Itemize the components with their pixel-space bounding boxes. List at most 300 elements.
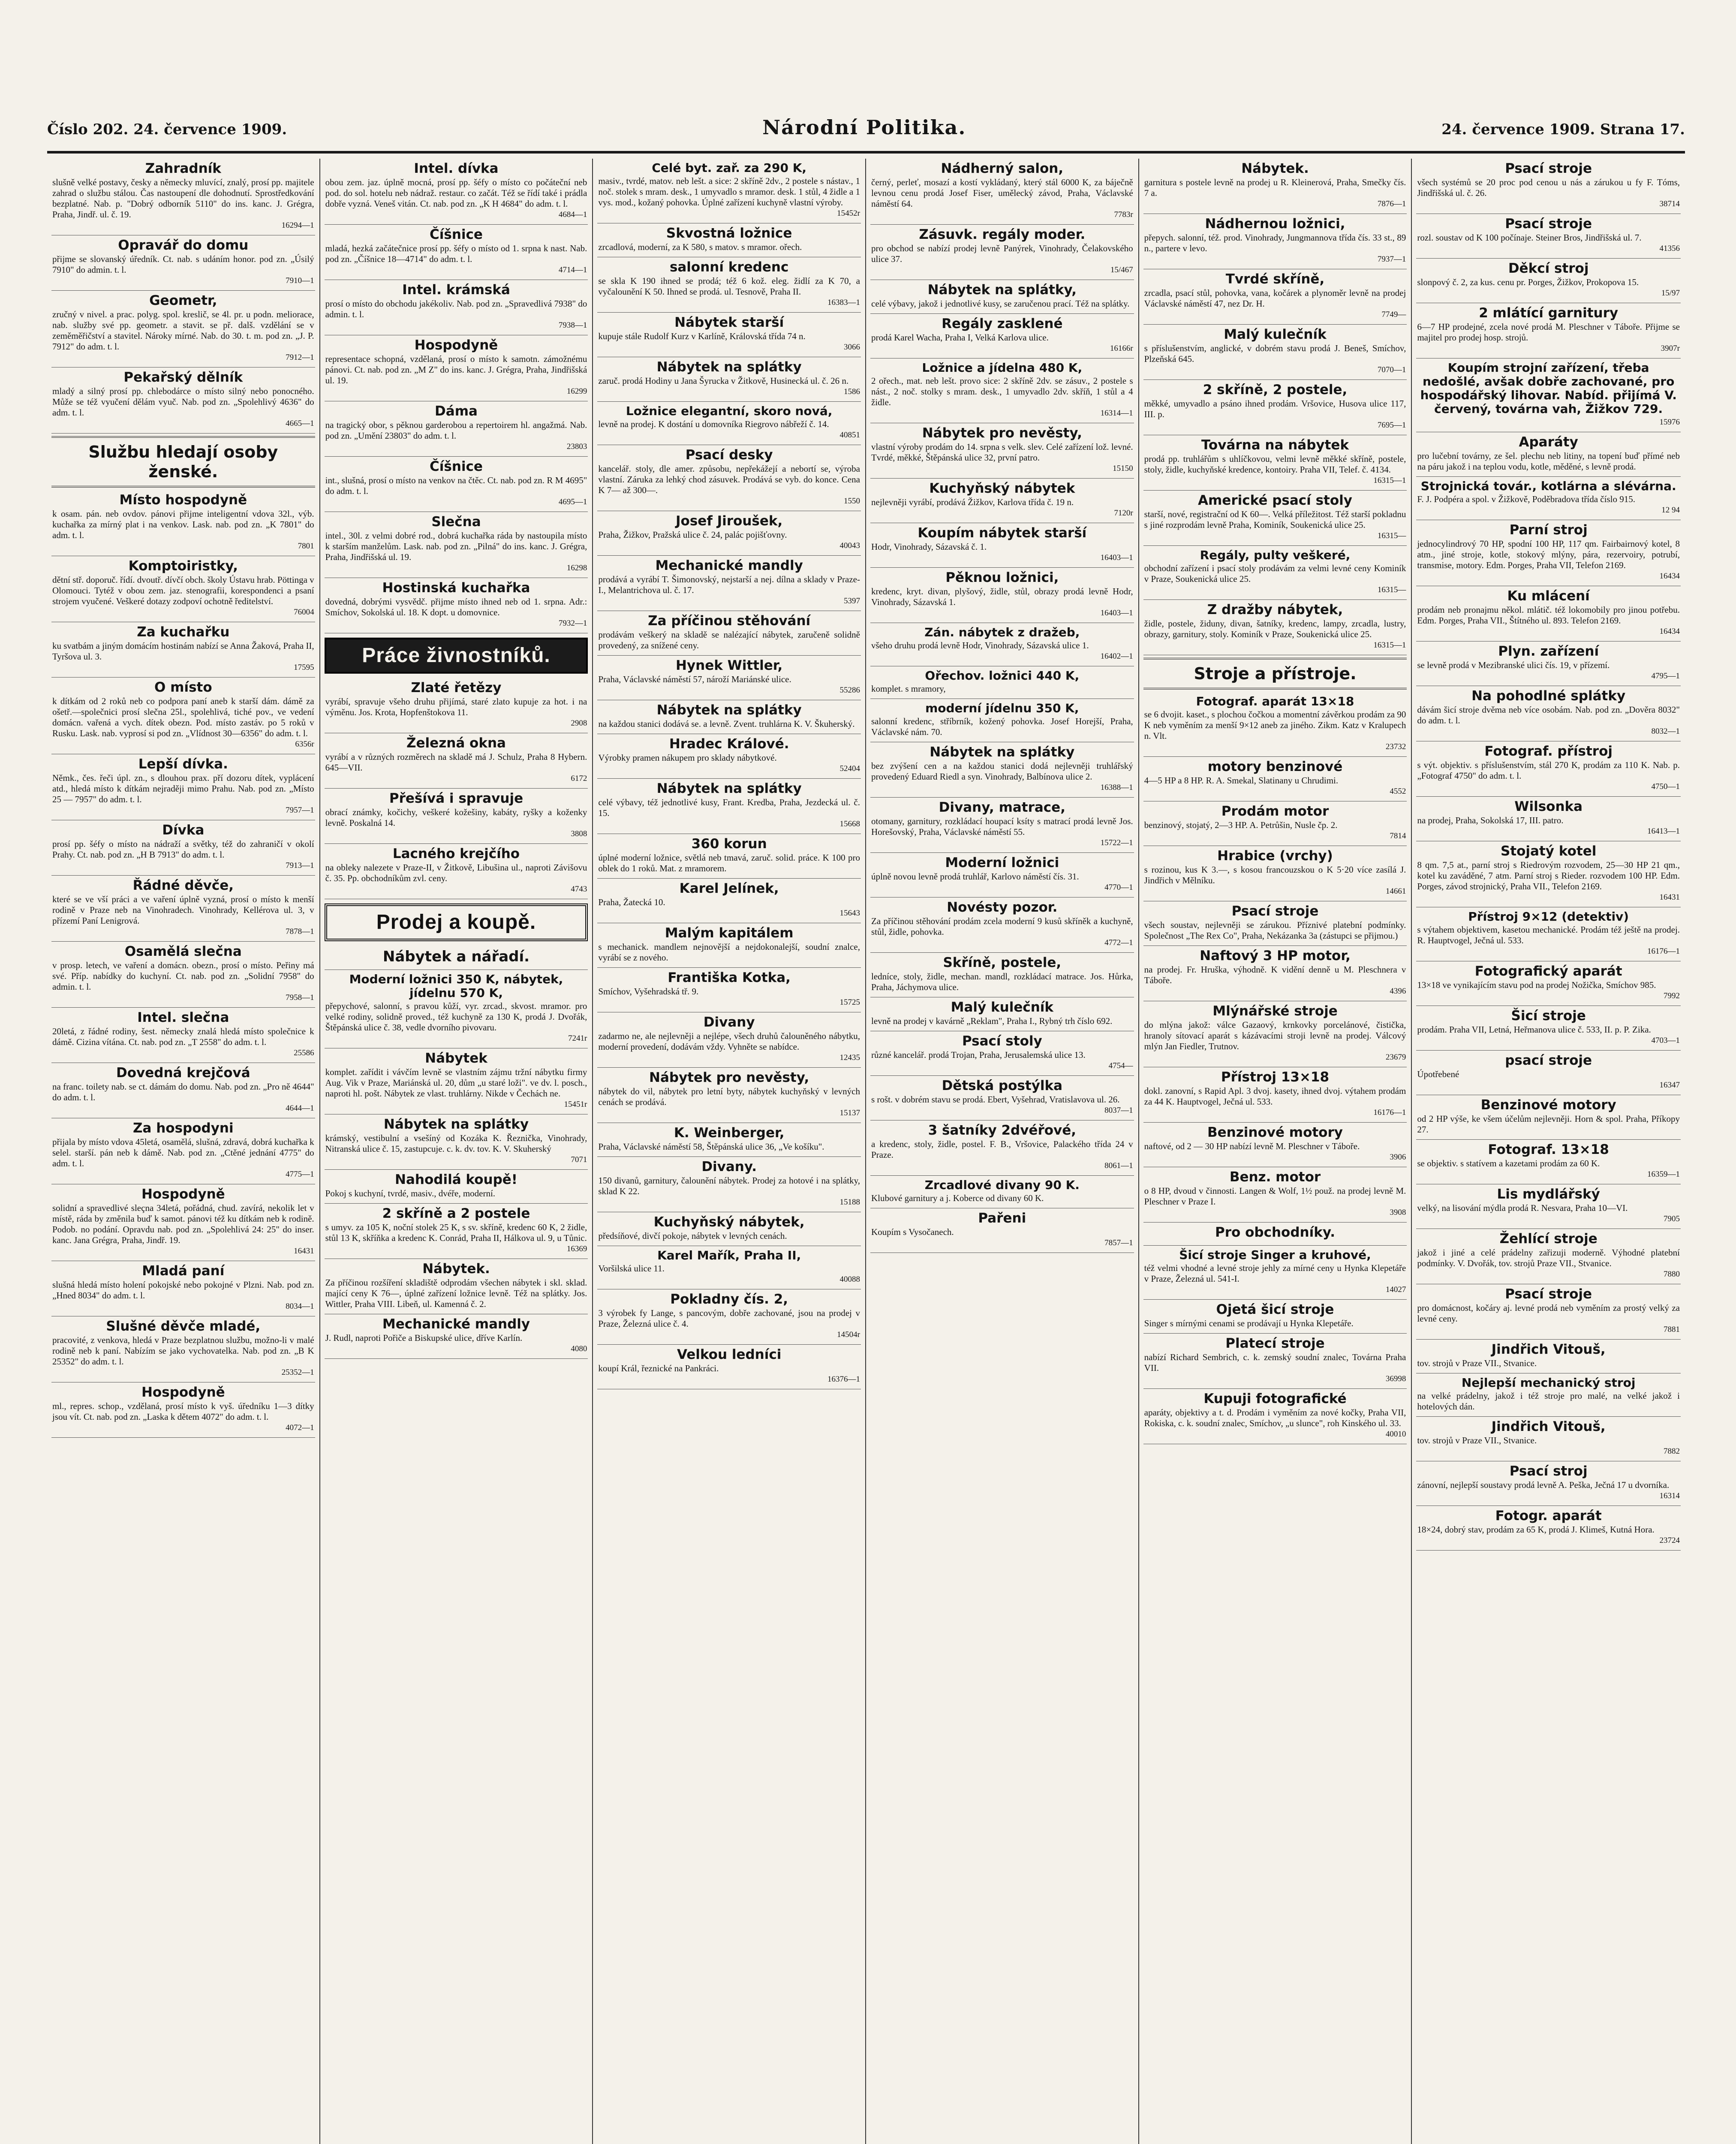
ad-text: s příslušenstvím, anglické, v dobrém stavu prodá J. Beneš, Smíchov, Plzeňská 645.	[1144, 343, 1406, 364]
classified-ad	[325, 678, 588, 733]
classified-ad	[51, 556, 315, 622]
classified-ad	[325, 457, 588, 512]
ad-heading: Fotograf. aparát 13×18	[1196, 694, 1354, 708]
ad-heading: Hynek Wittler,	[676, 658, 783, 673]
ad-heading: Zrcadlové divany 90 K.	[924, 1178, 1080, 1192]
ad-code: 3908	[1390, 1208, 1406, 1217]
classified-ad	[870, 1076, 1134, 1120]
ad-code: 14027	[1385, 1285, 1406, 1294]
classified-ad	[325, 1314, 588, 1359]
ad-code: 25352—1	[281, 1368, 314, 1377]
ad-text: Pokoj s kuchyní, tvrdé, masiv., dvéře, moderní.	[325, 1188, 496, 1198]
ad-text: nejlevněji vyrábí, prodává Žižkov, Karlova třída č. 19 n.	[871, 497, 1074, 507]
ad-heading: Nábytek na splátky	[656, 359, 802, 375]
ad-heading: Karel Jelínek,	[679, 881, 779, 896]
ad-code: 36998	[1385, 1374, 1406, 1383]
classified-ad	[597, 923, 861, 968]
ad-heading: Americké psací stoly	[1198, 493, 1352, 508]
ad-code: 7992	[1664, 991, 1680, 1000]
ad-heading: Malý kulečník	[1224, 327, 1327, 342]
ad-heading: Psací stroje	[1505, 161, 1592, 176]
classified-ad	[1416, 1006, 1681, 1051]
ad-heading: Velkou ledníci	[677, 1347, 782, 1362]
ad-text: všech soustav, nejlevněji se zárukou. Příznivé platební podmínky. Společnost „The Rex Co", Praha, Nekázanka 3a (zástupci se přijmou.)	[1144, 920, 1406, 941]
ad-text: naftové, od 2 — 30 HP nabízí levně M. Pleschner v Táboře.	[1144, 1141, 1360, 1151]
ad-heading: Nábytek na splátky	[930, 744, 1075, 760]
classified-ad	[1416, 432, 1681, 477]
classified-ad	[325, 970, 588, 1048]
ad-heading: Nejlepší mechanický stroj	[1461, 1376, 1636, 1390]
ad-text: přijala by místo vdova 45letá, osamělá, slušná, zdravá, dobrá kuchařka k selel. starší. pán neb k dámě. Nab. pod zn. „Ctěné jednání 4775" do adm. t. l.	[52, 1137, 314, 1168]
ad-code: 7876—1	[1377, 199, 1406, 208]
ad-code: 16403—1	[1100, 608, 1133, 617]
classified-ad	[1416, 907, 1681, 961]
ad-text: zrcadla, psací stůl, pohovka, vana, kočárek a plynoměr levně na prodej Václavské náměstí 47, nez Dr. H.	[1144, 288, 1406, 309]
ad-text: representace schopná, vzdělaná, prosí o místo k samotn. zámožnému pánovi. Ct. nab. pod zn. „M Z" do ins. kanc. J. Grégra, Praha, Jindřišská ul. 19.	[325, 354, 587, 385]
classified-ad	[870, 798, 1134, 853]
ad-text: se skla K 190 ihned se prodá; též 6 kož. eleg. židlí za K 70, a vyčalounění K 50. Ihned se prodá. ul. Tesnově, Praha II.	[598, 276, 860, 297]
ad-heading: Malým kapitálem	[665, 925, 794, 941]
column-3	[593, 159, 866, 2144]
ad-text: 13×18 ve vynikajícím stavu pod na prodej Nožička, Smíchov 985.	[1417, 980, 1656, 990]
ad-text: všech systémů se 20 proc pod cenou u nás a zárukou u fy F. Tóms, Jindřišská ul. č. 26.	[1417, 177, 1680, 198]
header-rule	[47, 151, 1685, 154]
ad-code: 8032—1	[1651, 727, 1680, 736]
classified-ad	[51, 942, 315, 1008]
classified-ad	[1143, 946, 1407, 1001]
classified-ad	[1143, 1223, 1407, 1246]
classified-ad	[1416, 686, 1681, 741]
ad-text: ku svatbám a jiným domácím hostinám nabízí se Anna Žaková, Praha II, Tyršova ul. 3.	[52, 641, 314, 662]
classified-ad	[1143, 380, 1407, 435]
classified-ad	[870, 523, 1134, 568]
ad-code: 76004	[294, 608, 314, 617]
classified-ad	[325, 280, 588, 335]
ad-code: 23724	[1659, 1536, 1680, 1545]
ad-heading: salonní kredenc	[669, 259, 789, 275]
classified-ad	[1143, 1300, 1407, 1334]
ad-text: tov. strojů v Praze VII., Stvanice.	[1417, 1358, 1537, 1368]
ad-heading: Divany.	[701, 1159, 757, 1174]
classified-ad	[325, 844, 588, 899]
classified-ad	[1143, 269, 1407, 325]
classified-ad	[870, 742, 1134, 798]
ad-text: 18×24, dobrý stav, prodám za 65 K, prodá J. Klimeš, Kutná Hora.	[1417, 1524, 1655, 1535]
classified-ad	[870, 853, 1134, 897]
ad-heading: Na pohodlné splátky	[1471, 688, 1626, 704]
ad-heading: Ořechov. ložnici 440 K,	[925, 668, 1080, 683]
ad-code: 6172	[571, 774, 587, 783]
column-4	[866, 159, 1139, 2144]
ad-text: 20letá, z řádné rodiny, šest. německy znalá hledá místo společnice k dámě. Cizina vítána. Ct. nab. pod zn. „T 2558" do adm. t. l.	[52, 1026, 314, 1047]
ad-code: 8034—1	[286, 1302, 314, 1311]
ad-text: pro domácnost, kočáry aj. levné prodá neb vyměním za prostý velký za levné ceny.	[1417, 1303, 1680, 1324]
classified-ad	[870, 1120, 1134, 1176]
ad-text: F. J. Podpéra a spol. v Žižkově, Poděbradova třída číslo 915.	[1417, 494, 1635, 504]
ad-text: všeho druhu prodá levně Hodr, Vinohrady, Sázavská ulice 1.	[871, 640, 1089, 650]
ad-heading: K. Weinberger,	[674, 1125, 785, 1141]
ad-text: měkké, umyvadlo a psáno ihned prodám. Vršovice, Husova ulice 117, III. p.	[1144, 398, 1406, 419]
ad-heading: Hospodyně	[141, 1385, 225, 1400]
ad-heading: Číšnice	[430, 227, 483, 242]
ad-heading: Hrabice (vrchy)	[1217, 848, 1333, 864]
ad-heading: 2 skříně a 2 postele	[382, 1206, 530, 1221]
classified-ad	[597, 159, 861, 223]
ad-text: zručný v nivel. a prac. polyg. spol. kreslič, se 4l. pr. u podn. meliorace, nab. služby své pp. geometr. a stavit. se př. dalš. vzdělání se v zeměměřičství a stavitel. Nároky mírné. Nab. do 30. t. m. pod zn. „J. P. 7912" do adm. t. l.	[52, 309, 314, 352]
classified-ad	[1143, 1067, 1407, 1123]
classified-ad	[870, 225, 1134, 280]
classified-ad	[51, 490, 315, 556]
ad-heading: Psací desky	[685, 447, 773, 463]
ad-text: nabízí Richard Sembrich, c. k. zemský soudní znalec, Továrna Praha VII.	[1144, 1352, 1406, 1373]
ad-text: na obleky nalezete v Praze-II, v Žitkově, Libušina ul., naproti Závišovu č. 35. Pp. obchodníkům zvl. ceny.	[325, 862, 587, 883]
ad-code: 7881	[1664, 1325, 1680, 1334]
ad-text: s mechanick. mandlem nejnovější a nejdokonalejší, soudní znalce, vyrábí se z nového.	[598, 942, 860, 963]
classified-ad	[1416, 1095, 1681, 1140]
ad-heading: Dovedná krejčová	[116, 1065, 250, 1081]
ad-text: tov. strojů v Praze VII., Stvanice.	[1417, 1435, 1537, 1445]
ad-heading: Mechanické mandly	[382, 1316, 530, 1332]
classified-ad	[1143, 1334, 1407, 1389]
ad-code: 41356	[1659, 244, 1680, 253]
ad-heading: Z dražby nábytek,	[1207, 602, 1343, 617]
ad-text: též velmi vhodné a levné stroje jehly za mírné ceny u Hynka Klepetáře v Praze, Železná ul. 541-I.	[1144, 1263, 1406, 1284]
ad-code: 7070—1	[1377, 365, 1406, 374]
classified-ad	[51, 1008, 315, 1063]
ad-text: zánovní, nejlepší soustavy prodá levně A. Peška, Ječná 17 u dvorníka.	[1417, 1480, 1670, 1490]
classified-ad	[597, 734, 861, 779]
ad-code: 2908	[571, 719, 587, 728]
ad-heading: Šicí stroje Singer a kruhové,	[1179, 1248, 1371, 1262]
ad-code: 16166r	[1110, 344, 1133, 353]
classified-ad	[597, 879, 861, 923]
ad-text: garnitura s postele levně na prodej u R. Kleinerová, Praha, Smečky čís. 7 a.	[1144, 177, 1406, 198]
classified-ad	[1143, 1123, 1407, 1167]
ad-heading: Benz. motor	[1229, 1169, 1321, 1185]
classified-ad	[51, 1184, 315, 1261]
ad-code: 16388—1	[1100, 783, 1133, 792]
ad-heading: Moderní ložnici	[945, 855, 1059, 870]
ad-text: Němk., čes. řeči úpl. zn., s dlouhou prax. pří dozoru dítek, vyplácení atd., hledá místo k dítkám nejraději mimo Prahu. Nab. pod zn. „Místo 25 — 7957" do adm. t. l.	[52, 773, 314, 804]
ad-heading: Josef Jiroušek,	[676, 513, 783, 529]
ad-heading: Moderní ložnici 350 K, nábytek, jídelnu 570 K,	[349, 972, 563, 1000]
ad-code: 16383—1	[827, 298, 860, 307]
ad-heading: Nahodilá koupě!	[395, 1172, 517, 1187]
ad-code: 3907r	[1661, 344, 1680, 353]
classified-ad	[870, 1208, 1134, 1253]
ad-code: 16298	[566, 563, 587, 572]
ad-text: prodávám veškerý na skladě se nalézající nábytek, zaručeně solidně provedený, za snížené ceny.	[598, 629, 860, 650]
ad-code: 15451r	[564, 1100, 587, 1109]
ad-code: 15976	[1659, 418, 1680, 427]
ad-code: 16359—1	[1647, 1170, 1680, 1179]
classified-ad	[51, 820, 315, 876]
ad-code: 3808	[571, 829, 587, 838]
ad-text: na prodej. Fr. Hruška, výhodně. K vidění denně u M. Pleschnera v Táboře.	[1144, 964, 1406, 985]
ad-code: 4743	[571, 885, 587, 894]
ad-heading: Hradec Králové.	[669, 736, 789, 752]
ad-code: 7814	[1390, 831, 1406, 840]
classified-ad	[51, 367, 315, 434]
ad-heading: Psací stroje	[1505, 216, 1592, 232]
ad-text: s rozinou, kus K 3.—, s kosou francouzskou o K 5·20 více zasílá J. Jindřich v Mělníku.	[1144, 864, 1406, 885]
ad-text: nábytek do vil, nábytek pro letní byty, nábytek kuchyňský v levných cenách se prodává.	[598, 1086, 860, 1107]
classified-ad	[597, 779, 861, 834]
ad-text: zrcadlová, moderní, za K 580, s matov. s mramor. ořech.	[598, 242, 802, 252]
ad-code: 7749—	[1381, 310, 1406, 319]
ad-heading: Nábytek na splátky	[656, 781, 802, 796]
classified-ad	[870, 897, 1134, 953]
ad-code: 3066	[844, 343, 860, 352]
ad-text: starší, nové, registrační od K 60—. Velká příležitost. Též starší pokladnu s jiné rozprodám levně Praha, Kominík, Soukenická ulice 25.	[1144, 509, 1406, 530]
ad-code: 16314—1	[1100, 409, 1133, 418]
ad-heading: Fotograf. přístroj	[1484, 744, 1613, 759]
classified-ad	[870, 423, 1134, 479]
ad-heading: Pěknou ložnici,	[945, 570, 1059, 585]
ad-code: 7932—1	[558, 619, 587, 628]
ad-code: 16176—1	[1647, 947, 1680, 956]
ad-heading: Novésty pozor.	[947, 900, 1058, 915]
ad-code: 4775—1	[286, 1170, 314, 1179]
ad-heading: Pro obchodníky.	[1215, 1225, 1335, 1240]
ad-code: 16402—1	[1100, 652, 1133, 661]
classified-ad	[597, 511, 861, 556]
ad-text: ledníce, stoly, židle, mechan. mandl, rozkládací matrace. Jos. Hůrka, Praha, Jáchymova ulice.	[871, 971, 1133, 992]
ad-heading: Psací stroje	[1231, 903, 1319, 919]
classified-ad	[325, 733, 588, 789]
ad-text: 150 divanů, garnitury, čalounění nábytek. Prodej za hotové i na splátky, sklad K 22.	[598, 1175, 860, 1196]
ad-code: 16369	[566, 1244, 587, 1253]
classified-ad	[1416, 159, 1681, 214]
classified-ad	[597, 556, 861, 611]
ad-heading: Skříně, postele,	[943, 955, 1062, 970]
ad-text: vyrábí a v různých rozměrech na skladě má J. Schulz, Praha 8 Hybern. 645—VII.	[325, 752, 587, 773]
ad-heading: Opravář do domu	[118, 238, 249, 253]
ad-heading: Továrna na nábytek	[1201, 437, 1349, 453]
ad-heading: Nábytek	[425, 1051, 487, 1066]
ad-code: 7913—1	[286, 861, 314, 870]
ad-heading: Ložnice a jídelna 480 K,	[922, 361, 1083, 375]
ad-heading: Pekařský dělník	[123, 370, 243, 385]
classified-ad	[51, 1118, 315, 1184]
ad-code: 15452r	[837, 209, 860, 218]
classified-ad	[1416, 1140, 1681, 1184]
classified-ad	[1416, 259, 1681, 303]
ad-heading: Pařeni	[978, 1211, 1026, 1226]
classified-ad	[51, 1316, 315, 1382]
classified-ad	[870, 358, 1134, 423]
ad-heading: Koupím strojní zařízení, třeba nedošlé, avšak dobře zachované, pro hospodářský lihovar. Nabíd. přijímá V. červený, továrna vah, Žižkov 729.	[1420, 361, 1677, 416]
classified-ad	[51, 291, 315, 367]
ad-code: 40010	[1385, 1430, 1406, 1439]
classified-ad	[1416, 1461, 1681, 1506]
ad-text: obou zem. jaz. úplně mocná, prosí pp. šéfy o místo co počáteční neb pod. do sol. hotelu neb nádraž. restaur. co začát. Též se řídí také i prádla dobře vyzná. Veneš vitán. Ct. nab. pod zn. „K H 4684" do adm. t. l.	[325, 177, 587, 209]
ad-heading: Přešívá i spravuje	[389, 791, 524, 806]
classified-ad	[597, 1123, 861, 1157]
classified-ad	[597, 1012, 861, 1068]
ad-heading: Zahradník	[145, 161, 221, 176]
ad-code: 15722—1	[1100, 838, 1133, 847]
ad-text: ml., repres. schop., vzdělaná, prosí místo k vyš. úředníku 1—3 dítky jsou vít. Ct. nab. pod zn. „Laska k dětem 4072" do adm. t. l.	[52, 1401, 314, 1422]
ad-text: benzinový, stojatý, 2—3 HP. A. Petrůšin, Nusle čp. 2.	[1144, 820, 1338, 830]
ad-code: 6356r	[295, 740, 314, 749]
ad-heading: Platecí stroje	[1225, 1336, 1325, 1351]
ad-code: 4795—1	[1651, 672, 1680, 681]
classified-ad	[1143, 1001, 1407, 1067]
classified-ad	[597, 402, 861, 445]
ad-heading: Fotografický aparát	[1474, 964, 1622, 979]
classified-ad	[51, 754, 315, 820]
ad-code: 16431	[1659, 893, 1680, 902]
ad-text: na každou stanici dodává se. a levně. Zvent. truhlárna K. V. Škuherský.	[598, 719, 855, 729]
ad-heading: Divany	[703, 1015, 755, 1030]
ad-heading: Jindřich Vitouš,	[1491, 1342, 1606, 1357]
ad-text: do mlýna jakož: válce Gazaový, krnkovky porcelánové, čistička, hranoly sítovací aparát s kázávacími stroji levně na prodej. Válcový mlýn Jan Fiedler, Trutnov.	[1144, 1020, 1406, 1051]
ad-heading: Železná okna	[406, 735, 506, 751]
ad-heading: Wilsonka	[1514, 799, 1583, 814]
ad-code: 4754—	[1108, 1061, 1133, 1070]
ad-heading: Kuchyňský nábytek,	[653, 1214, 805, 1230]
ad-text: dovedná, dobrými vysvědč. přijme místo ihned neb od 1. srpna. Adr.: Smíchov, Sokolská ul. 18. K dopt. u domovnice.	[325, 596, 587, 617]
ad-code: 1586	[844, 387, 860, 396]
ad-text: úplné moderní ložnice, světlá neb tmavá, zaruč. solid. práce. K 100 pro oblek do 1 roků. Mat. z mramorem.	[598, 852, 860, 873]
ad-text: černý, perleť, mosazí a kostí vykládaný, který stál 6000 K, za báječně levnou cenu prodá Josef Fiser, umělecký závod, Praha, Václavské náměstí 64.	[871, 177, 1133, 209]
section-heading: Službu hledají osoby ženské.	[51, 436, 315, 488]
classified-ad	[325, 512, 588, 578]
ad-text: na velké prádelny, jakož i též stroje pro malé, na velké jakož i hotelových dán.	[1417, 1391, 1680, 1412]
classified-ad	[325, 225, 588, 280]
classified-ad	[1416, 303, 1681, 358]
ad-code: 7958—1	[286, 993, 314, 1002]
classified-ad	[51, 1261, 315, 1316]
classified-ad	[1143, 1389, 1407, 1444]
ad-text: zaruč. prodá Hodiny u Jana Šyrucka v Žitkově, Husinecká ul. č. 26 n.	[598, 376, 849, 386]
ad-text: v prosp. letech, ve vaření a domácn. obezn., prosí o místo. Peřiny má své. Příp. nabídky do kuchyní. Ct. nab. pod zn. „Solidní 7958" do admin. t. l.	[52, 960, 314, 992]
ad-text: Praha, Žižkov, Pražská ulice č. 24, palác pojišťovny.	[598, 530, 787, 540]
classified-ad	[1143, 546, 1407, 600]
ad-text: 4—5 HP a 8 HP. R. A. Smekal, Slatinany u Chrudimi.	[1144, 775, 1339, 786]
classified-ad	[51, 876, 315, 942]
classified-ad	[597, 357, 861, 402]
ad-heading: O místo	[154, 680, 212, 695]
ad-code: 7878—1	[286, 927, 314, 936]
classified-ad	[325, 335, 588, 401]
ad-code: 14504r	[837, 1330, 860, 1339]
classified-ad	[1143, 801, 1407, 846]
ad-text: velký, na lisování mýdla prodá R. Nesvara, Praha 10—VI.	[1417, 1203, 1628, 1213]
ad-heading: 2 mlátící garnitury	[1479, 305, 1619, 321]
ad-code: 16315—	[1377, 585, 1406, 594]
classified-ad	[1416, 477, 1681, 520]
classified-ad	[1143, 846, 1407, 901]
classified-ad	[870, 1176, 1134, 1208]
ad-heading: Parní stroj	[1509, 522, 1588, 538]
ad-heading: Za hospodyni	[133, 1120, 234, 1136]
ad-heading: Mechanické mandly	[655, 558, 803, 573]
ad-code: 1550	[844, 497, 860, 506]
classified-ad	[1143, 159, 1407, 214]
ad-text: aparáty, objektivy a t. d. Prodám i vyměním za nové kočky, Praha VII, Rokiska, c. k. soudní znalec, Smíchov, „u slunce", roh Kinského ul. 33.	[1144, 1407, 1406, 1428]
ad-text: Koupím s Vysočanech.	[871, 1227, 954, 1237]
ad-text: zadarmo ne, ale nejlevněji a nejlépe, všech druhů čalouněného nábytku, moderní provedení, dodávám vždy. Vyhněte se nabídce.	[598, 1031, 860, 1052]
classified-ad	[1416, 1284, 1681, 1340]
ad-text: s umyv. za 105 K, noční stolek 25 K, s sv. skříně, kredenc 60 K, 2 židle, stůl 13 K, skříňka a kredenc K. Conrád, Praha II, Hálkova ul. 9, u Tůnic.	[325, 1222, 587, 1243]
classified-ad	[325, 1259, 588, 1314]
ad-code: 16434	[1659, 627, 1680, 636]
ad-heading: Mlýnářské stroje	[1212, 1003, 1338, 1019]
ad-code: 15/467	[1110, 265, 1133, 274]
ad-text: 3 výrobek fy Lange, s pancovým, dobře zachované, jsou na prodej v Praze, Železná ulice č. 4.	[598, 1308, 860, 1329]
classified-ad	[51, 235, 315, 291]
ad-text: prodá pp. truhlářům s uhlíčkovou, velmi levně měkké skříně, postele, stoly, židle, kuchyňské kredence, kontoiry. Praha VII, Telef. č. 4134.	[1144, 454, 1406, 475]
ad-code: 7695—1	[1377, 421, 1406, 430]
ad-heading: Psací stroj	[1509, 1463, 1588, 1479]
ad-code: 14661	[1385, 887, 1406, 896]
classified-ad	[1416, 586, 1681, 641]
ad-code: 7120r	[1114, 509, 1133, 518]
ad-text: přepychové, salonní, s pravou kůží, vyr. zrcad., skvost. mramor. pro velké rodiny, solidně proved., též kuchyně za 130 K, prodá J. Dvořák, Štěpánská ulice č. 38, vedle dvorního pivovaru.	[325, 1001, 587, 1033]
ad-text: jakož i jiné a celé prádelny zařizuji moderně. Výhodné platební podmínky. V. Dvořák, tov. strojů Praze VII., Stvanice.	[1417, 1247, 1680, 1268]
ad-code: 7882	[1664, 1447, 1680, 1456]
classified-ad	[1143, 1246, 1407, 1300]
ad-text: Smíchov, Vyšehradská tř. 9.	[598, 986, 699, 997]
ad-text: Klubové garnitury a j. Koberce od divany 60 K.	[871, 1193, 1044, 1203]
ad-code: 15725	[839, 998, 860, 1007]
ad-text: prodá Karel Wacha, Praha I, Velká Karlova ulice.	[871, 332, 1049, 343]
classified-ad	[325, 1204, 588, 1259]
ad-text: a kredenc, stoly, židle, postel. F. B., Vršovice, Palackého třída 24 v Praze.	[871, 1139, 1133, 1160]
ad-heading: Karel Mařík, Praha II,	[657, 1248, 801, 1262]
ad-text: levně na prodej v kavárně „Reklam", Praha I., Rybný trh číslo 692.	[871, 1016, 1113, 1026]
ad-code: 23679	[1385, 1053, 1406, 1062]
ad-text: Praha, Václavské náměstí 57, nároží Mariánské ulice.	[598, 674, 791, 684]
classified-ad	[51, 678, 315, 754]
classified-ad	[1416, 961, 1681, 1006]
classified-ad	[1143, 692, 1407, 757]
ad-code: 17595	[294, 663, 314, 672]
classified-ad	[870, 280, 1134, 314]
classified-ad	[870, 666, 1134, 699]
ad-code: 4072—1	[286, 1423, 314, 1432]
ad-code: 4665—1	[286, 419, 314, 428]
ad-heading: Přístroj 13×18	[1221, 1069, 1330, 1085]
ad-text: bez zvýšení cen a na každou stanici dodá nejlevněji truhlářský provedený Eduard Riedl a syn. Vinohrady, Balbínova ulice 2.	[871, 761, 1133, 782]
ad-heading: Strojnická továr., kotlárna a slévárna.	[1420, 479, 1676, 493]
classified-ad	[1143, 214, 1407, 269]
classified-ad	[325, 159, 588, 225]
ad-code: 52404	[839, 764, 860, 773]
classified-ad	[597, 1289, 861, 1345]
ad-code: 7912—1	[286, 353, 314, 362]
ad-text: pro lučební továrny, ze šel. plechu neb litiny, na topení buď přímé neb na páru jakož i na teplou vodu, kotle, měděné, s levně prodá.	[1417, 451, 1680, 472]
ad-text: vyrábí, spravuje všeho druhu přijímá, staré zlato kupuje za hot. i na výměnu. Jos. Krota, Hopfenštokova 11.	[325, 696, 587, 717]
ad-heading: Číšnice	[430, 459, 483, 474]
ad-text: slonpový č. 2, za kus. cenu pr. Porges, Žižkov, Prokopova 15.	[1417, 277, 1639, 287]
classified-ad	[1416, 1506, 1681, 1551]
classified-ad	[1416, 1051, 1681, 1095]
ad-text: k dítkám od 2 roků neb co podpora paní aneb k starší dám. dámě za ošetř.—společnici prosí slečna 25l., spolehlivá, tiché pov., ve vedení domácn. vařená a vych. dítek obezn. Pod. místo zastáv. po 5 roků v Rusku. Lask. nab. vyprosí si pod zn. „Vlídnost 30—6356" do adm. t. l.	[52, 696, 314, 738]
ad-text: otomany, garnitury, rozkládací houpací ksíty s matrací prodá levně Jos. Horešovský, Praha, Václavské náměstí 55.	[871, 816, 1133, 837]
ad-code: 16431	[294, 1247, 314, 1256]
ad-code: 16176—1	[1373, 1108, 1406, 1117]
ad-heading: Pokladny čís. 2,	[670, 1292, 788, 1307]
ad-text: Úpotřebené	[1417, 1069, 1459, 1079]
ad-text: dokl. zanovní, s Rapid Apl. 3 dvoj. kasety, ihned dvoj. výtahem prodám za 44 K. Hauptvogel, Ječná ul. 533.	[1144, 1086, 1406, 1107]
classified-ad	[597, 611, 861, 656]
ad-text: na prodej, Praha, Sokolská 17, III. patro.	[1417, 815, 1564, 825]
ad-heading: Přístroj 9×12 (detektiv)	[1468, 909, 1629, 924]
ad-text: se objektiv. s statívem a kazetami prodám za 60 K.	[1417, 1158, 1600, 1168]
